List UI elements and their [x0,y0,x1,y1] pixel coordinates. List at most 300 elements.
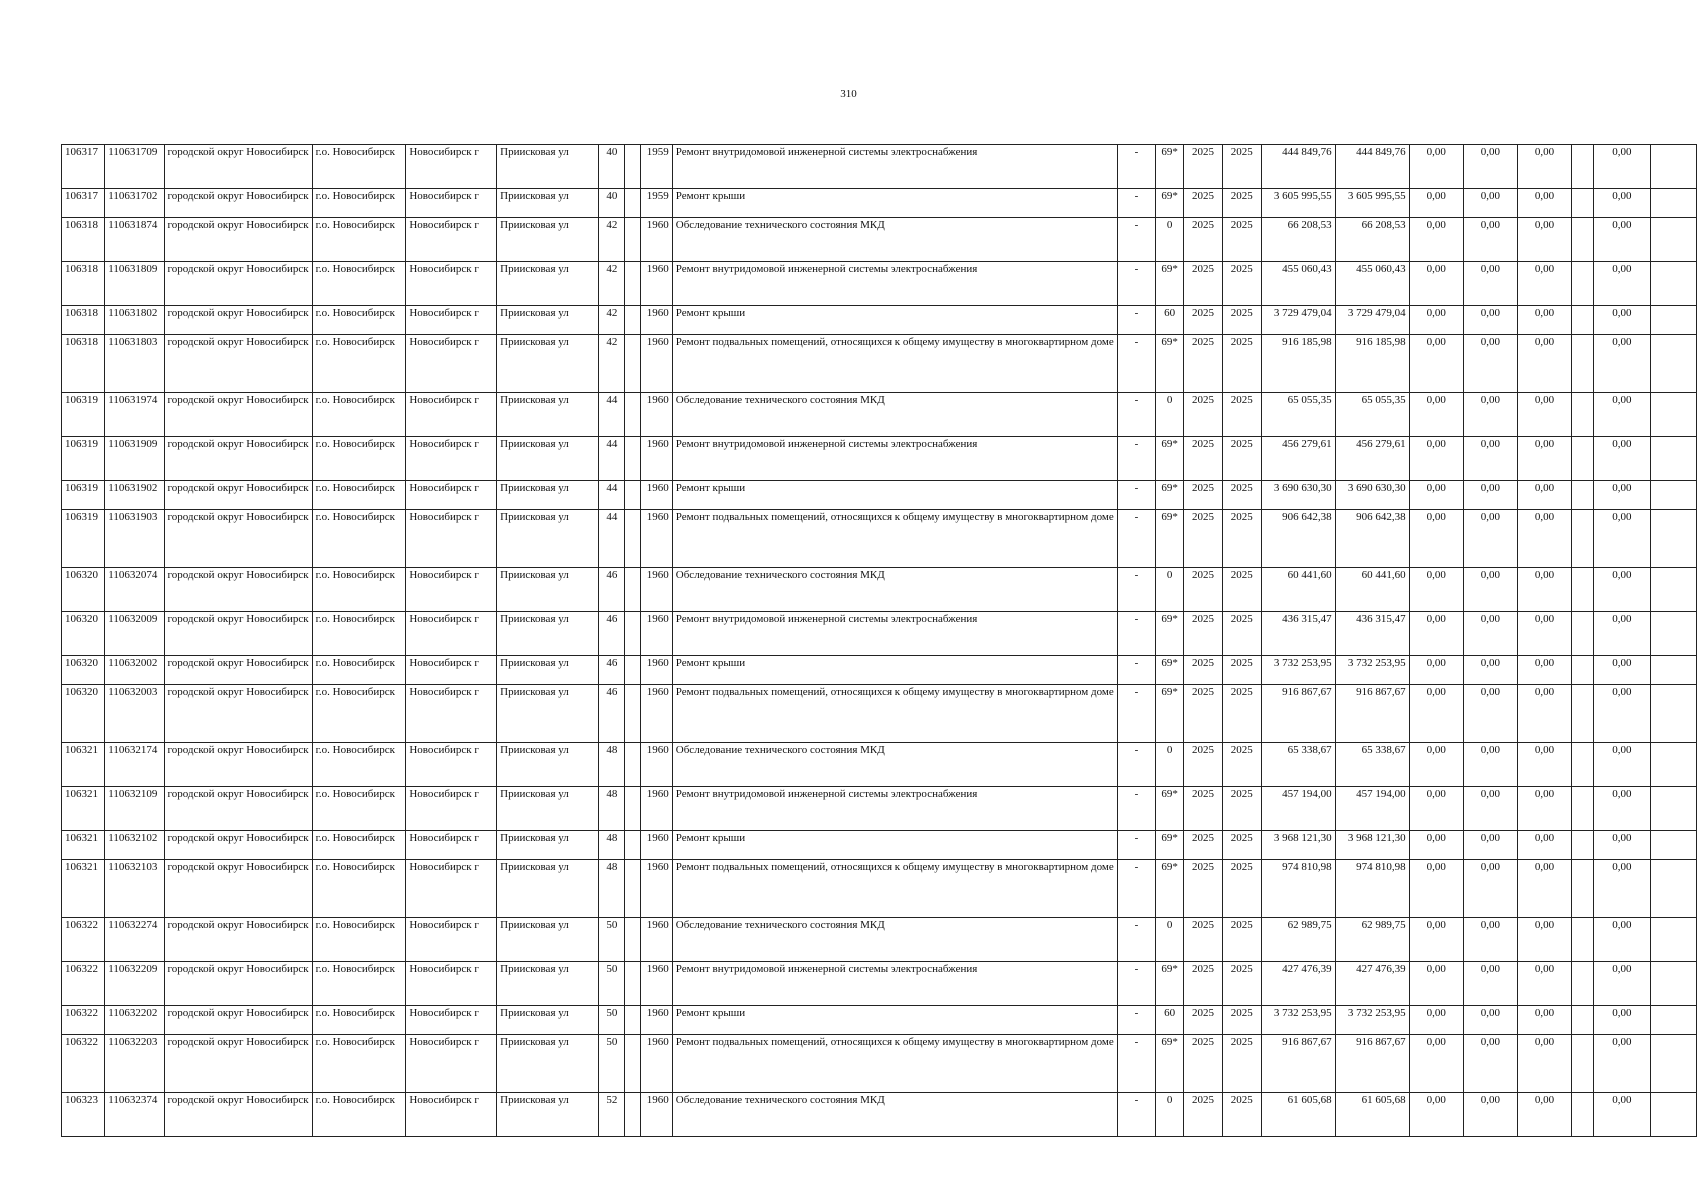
cell-plan-year-start: 2025 [1184,685,1223,743]
cell-fund-cost: 916 185,98 [1335,335,1409,393]
cell-budget-federal: 0,00 [1409,393,1463,437]
cell-plan-year-start: 2025 [1184,831,1223,860]
cell-work-type: Ремонт внутридомовой инженерной системы электроснабжения [672,145,1117,189]
cell-extra-column [1572,787,1594,831]
cell-wear-percent: 69* [1156,656,1184,685]
cell-attribute-dash: - [1117,306,1155,335]
cell-attribute-dash: - [1117,568,1155,612]
cell-house-number: 44 [599,393,625,437]
cell-owners-funds: 0,00 [1593,189,1650,218]
cell-district: г.о. Новосибирск [312,437,406,481]
table-row [62,568,1697,612]
cell-owners-funds: 0,00 [1593,393,1650,437]
cell-plan-year-start: 2025 [1184,1035,1223,1093]
cell-plan-year-start: 2025 [1184,568,1223,612]
cell-work-type: Ремонт подвальных помещений, относящихся к общему имуществу в многоквартирном доме [672,1035,1117,1093]
cell-item-code: 110631709 [105,145,164,189]
cell-construction-year: 1960 [641,918,673,962]
cell-attribute-dash: - [1117,918,1155,962]
cell-item-code: 110631909 [105,437,164,481]
cell-building-letter [625,1035,641,1093]
cell-construction-year: 1960 [641,262,673,306]
cell-wear-percent: 0 [1156,743,1184,787]
cell-note [1651,685,1697,743]
cell-street: Приисковая ул [497,306,599,335]
cell-attribute-dash: - [1117,743,1155,787]
cell-note [1651,481,1697,510]
cell-wear-percent: 69* [1156,510,1184,568]
table-row [62,918,1697,962]
cell-note [1651,831,1697,860]
cell-district: г.о. Новосибирск [312,685,406,743]
cell-plan-year-start: 2025 [1184,393,1223,437]
cell-plan-year-start: 2025 [1184,437,1223,481]
cell-construction-year: 1960 [641,481,673,510]
cell-total-cost: 65 338,67 [1261,743,1335,787]
cell-owners-funds: 0,00 [1593,918,1650,962]
cell-plan-year-end: 2025 [1222,510,1261,568]
cell-plan-year-start: 2025 [1184,189,1223,218]
cell-street: Приисковая ул [497,335,599,393]
cell-budget-local: 0,00 [1517,335,1571,393]
cell-extra-column [1572,437,1594,481]
cell-record-id: 106321 [62,860,105,918]
table-row [62,831,1697,860]
cell-wear-percent: 60 [1156,1006,1184,1035]
cell-work-type: Ремонт крыши [672,1006,1117,1035]
cell-budget-regional: 0,00 [1463,335,1517,393]
cell-district: г.о. Новосибирск [312,189,406,218]
cell-house-number: 48 [599,787,625,831]
cell-municipality: городской округ Новосибирск [164,568,312,612]
cell-item-code: 110631803 [105,335,164,393]
cell-budget-federal: 0,00 [1409,860,1463,918]
cell-locality: Новосибирск г [406,1035,497,1093]
cell-budget-federal: 0,00 [1409,1035,1463,1093]
table-row [62,145,1697,189]
cell-district: г.о. Новосибирск [312,1006,406,1035]
cell-plan-year-start: 2025 [1184,612,1223,656]
cell-extra-column [1572,860,1594,918]
cell-locality: Новосибирск г [406,612,497,656]
cell-work-type: Ремонт крыши [672,831,1117,860]
cell-wear-percent: 69* [1156,685,1184,743]
cell-total-cost: 3 605 995,55 [1261,189,1335,218]
cell-budget-federal: 0,00 [1409,145,1463,189]
cell-street: Приисковая ул [497,218,599,262]
cell-fund-cost: 3 729 479,04 [1335,306,1409,335]
cell-extra-column [1572,1006,1594,1035]
cell-record-id: 106319 [62,510,105,568]
cell-fund-cost: 456 279,61 [1335,437,1409,481]
table-row [62,860,1697,918]
cell-note [1651,145,1697,189]
cell-street: Приисковая ул [497,743,599,787]
cell-district: г.о. Новосибирск [312,743,406,787]
table-row [62,1006,1697,1035]
cell-locality: Новосибирск г [406,189,497,218]
cell-budget-federal: 0,00 [1409,189,1463,218]
cell-extra-column [1572,568,1594,612]
cell-item-code: 110632003 [105,685,164,743]
cell-extra-column [1572,831,1594,860]
cell-building-letter [625,1093,641,1137]
cell-construction-year: 1960 [641,787,673,831]
cell-house-number: 44 [599,481,625,510]
cell-work-type: Ремонт крыши [672,656,1117,685]
cell-total-cost: 3 968 121,30 [1261,831,1335,860]
cell-item-code: 110631802 [105,306,164,335]
cell-fund-cost: 60 441,60 [1335,568,1409,612]
cell-municipality: городской округ Новосибирск [164,189,312,218]
cell-work-type: Ремонт крыши [672,306,1117,335]
cell-note [1651,962,1697,1006]
cell-street: Приисковая ул [497,918,599,962]
cell-record-id: 106317 [62,145,105,189]
cell-locality: Новосибирск г [406,306,497,335]
cell-work-type: Обследование технического состояния МКД [672,218,1117,262]
cell-locality: Новосибирск г [406,481,497,510]
cell-house-number: 46 [599,656,625,685]
cell-district: г.о. Новосибирск [312,787,406,831]
cell-budget-federal: 0,00 [1409,568,1463,612]
cell-district: г.о. Новосибирск [312,510,406,568]
cell-locality: Новосибирск г [406,743,497,787]
cell-plan-year-start: 2025 [1184,918,1223,962]
cell-owners-funds: 0,00 [1593,787,1650,831]
cell-municipality: городской округ Новосибирск [164,787,312,831]
cell-construction-year: 1960 [641,1093,673,1137]
cell-total-cost: 65 055,35 [1261,393,1335,437]
cell-record-id: 106320 [62,568,105,612]
cell-budget-local: 0,00 [1517,437,1571,481]
cell-plan-year-end: 2025 [1222,831,1261,860]
cell-fund-cost: 3 732 253,95 [1335,656,1409,685]
cell-record-id: 106318 [62,262,105,306]
cell-owners-funds: 0,00 [1593,1093,1650,1137]
cell-note [1651,437,1697,481]
cell-plan-year-end: 2025 [1222,481,1261,510]
cell-house-number: 48 [599,831,625,860]
cell-building-letter [625,860,641,918]
cell-district: г.о. Новосибирск [312,860,406,918]
cell-building-letter [625,1006,641,1035]
cell-item-code: 110631974 [105,393,164,437]
cell-item-code: 110632102 [105,831,164,860]
cell-note [1651,510,1697,568]
cell-construction-year: 1960 [641,743,673,787]
cell-district: г.о. Новосибирск [312,393,406,437]
cell-municipality: городской округ Новосибирск [164,481,312,510]
cell-budget-local: 0,00 [1517,145,1571,189]
cell-building-letter [625,306,641,335]
cell-attribute-dash: - [1117,437,1155,481]
cell-budget-regional: 0,00 [1463,1035,1517,1093]
cell-budget-local: 0,00 [1517,860,1571,918]
cell-district: г.о. Новосибирск [312,918,406,962]
cell-total-cost: 3 732 253,95 [1261,1006,1335,1035]
cell-municipality: городской округ Новосибирск [164,918,312,962]
cell-record-id: 106322 [62,1035,105,1093]
cell-street: Приисковая ул [497,685,599,743]
cell-house-number: 46 [599,568,625,612]
cell-note [1651,1093,1697,1137]
cell-note [1651,743,1697,787]
cell-fund-cost: 65 055,35 [1335,393,1409,437]
cell-owners-funds: 0,00 [1593,656,1650,685]
cell-building-letter [625,262,641,306]
cell-fund-cost: 427 476,39 [1335,962,1409,1006]
cell-budget-local: 0,00 [1517,612,1571,656]
cell-total-cost: 66 208,53 [1261,218,1335,262]
cell-note [1651,218,1697,262]
cell-construction-year: 1960 [641,612,673,656]
cell-plan-year-start: 2025 [1184,962,1223,1006]
cell-owners-funds: 0,00 [1593,860,1650,918]
cell-budget-local: 0,00 [1517,656,1571,685]
cell-extra-column [1572,743,1594,787]
cell-total-cost: 916 867,67 [1261,685,1335,743]
cell-plan-year-end: 2025 [1222,145,1261,189]
cell-budget-local: 0,00 [1517,685,1571,743]
cell-work-type: Ремонт внутридомовой инженерной системы электроснабжения [672,437,1117,481]
cell-plan-year-start: 2025 [1184,1006,1223,1035]
register-table [61,144,1697,1137]
cell-budget-federal: 0,00 [1409,510,1463,568]
cell-street: Приисковая ул [497,510,599,568]
cell-plan-year-end: 2025 [1222,218,1261,262]
cell-record-id: 106318 [62,306,105,335]
table-row [62,510,1697,568]
cell-owners-funds: 0,00 [1593,568,1650,612]
cell-budget-regional: 0,00 [1463,860,1517,918]
cell-district: г.о. Новосибирск [312,306,406,335]
cell-record-id: 106320 [62,612,105,656]
cell-extra-column [1572,1093,1594,1137]
cell-house-number: 42 [599,218,625,262]
table-body [62,145,1697,1137]
cell-building-letter [625,787,641,831]
cell-building-letter [625,656,641,685]
cell-plan-year-end: 2025 [1222,1006,1261,1035]
cell-plan-year-end: 2025 [1222,612,1261,656]
cell-building-letter [625,393,641,437]
cell-work-type: Ремонт внутридомовой инженерной системы электроснабжения [672,962,1117,1006]
cell-locality: Новосибирск г [406,510,497,568]
cell-district: г.о. Новосибирск [312,612,406,656]
cell-work-type: Ремонт внутридомовой инженерной системы электроснабжения [672,262,1117,306]
cell-municipality: городской округ Новосибирск [164,831,312,860]
cell-owners-funds: 0,00 [1593,1035,1650,1093]
cell-construction-year: 1960 [641,218,673,262]
cell-extra-column [1572,1035,1594,1093]
cell-item-code: 110631903 [105,510,164,568]
cell-total-cost: 60 441,60 [1261,568,1335,612]
cell-fund-cost: 457 194,00 [1335,787,1409,831]
table-row [62,437,1697,481]
cell-district: г.о. Новосибирск [312,145,406,189]
cell-municipality: городской округ Новосибирск [164,218,312,262]
cell-municipality: городской округ Новосибирск [164,860,312,918]
cell-total-cost: 3 690 630,30 [1261,481,1335,510]
cell-note [1651,612,1697,656]
cell-locality: Новосибирск г [406,860,497,918]
cell-locality: Новосибирск г [406,962,497,1006]
cell-budget-regional: 0,00 [1463,218,1517,262]
cell-building-letter [625,335,641,393]
cell-plan-year-start: 2025 [1184,145,1223,189]
cell-wear-percent: 0 [1156,393,1184,437]
cell-budget-regional: 0,00 [1463,481,1517,510]
cell-extra-column [1572,962,1594,1006]
cell-construction-year: 1960 [641,860,673,918]
cell-fund-cost: 65 338,67 [1335,743,1409,787]
cell-plan-year-end: 2025 [1222,962,1261,1006]
cell-fund-cost: 3 605 995,55 [1335,189,1409,218]
cell-house-number: 40 [599,189,625,218]
cell-plan-year-start: 2025 [1184,1093,1223,1137]
cell-extra-column [1572,335,1594,393]
cell-municipality: городской округ Новосибирск [164,510,312,568]
cell-extra-column [1572,918,1594,962]
cell-district: г.о. Новосибирск [312,262,406,306]
cell-construction-year: 1960 [641,1006,673,1035]
cell-note [1651,262,1697,306]
cell-attribute-dash: - [1117,1093,1155,1137]
cell-plan-year-start: 2025 [1184,306,1223,335]
cell-street: Приисковая ул [497,437,599,481]
cell-house-number: 48 [599,860,625,918]
cell-budget-regional: 0,00 [1463,743,1517,787]
cell-budget-regional: 0,00 [1463,262,1517,306]
cell-building-letter [625,189,641,218]
cell-budget-local: 0,00 [1517,262,1571,306]
cell-district: г.о. Новосибирск [312,218,406,262]
cell-wear-percent: 69* [1156,481,1184,510]
cell-owners-funds: 0,00 [1593,510,1650,568]
cell-budget-federal: 0,00 [1409,1006,1463,1035]
cell-budget-federal: 0,00 [1409,612,1463,656]
cell-work-type: Ремонт внутридомовой инженерной системы электроснабжения [672,787,1117,831]
cell-budget-regional: 0,00 [1463,568,1517,612]
cell-budget-regional: 0,00 [1463,831,1517,860]
cell-budget-federal: 0,00 [1409,335,1463,393]
cell-plan-year-end: 2025 [1222,306,1261,335]
cell-fund-cost: 455 060,43 [1335,262,1409,306]
cell-total-cost: 61 605,68 [1261,1093,1335,1137]
cell-note [1651,1006,1697,1035]
cell-total-cost: 427 476,39 [1261,962,1335,1006]
cell-budget-federal: 0,00 [1409,918,1463,962]
cell-plan-year-end: 2025 [1222,568,1261,612]
cell-fund-cost: 3 968 121,30 [1335,831,1409,860]
cell-plan-year-start: 2025 [1184,656,1223,685]
cell-work-type: Ремонт подвальных помещений, относящихся к общему имуществу в многоквартирном доме [672,685,1117,743]
table-row [62,612,1697,656]
cell-house-number: 50 [599,918,625,962]
cell-house-number: 46 [599,685,625,743]
cell-building-letter [625,831,641,860]
cell-street: Приисковая ул [497,481,599,510]
cell-locality: Новосибирск г [406,787,497,831]
cell-street: Приисковая ул [497,393,599,437]
cell-extra-column [1572,306,1594,335]
cell-work-type: Ремонт подвальных помещений, относящихся к общему имуществу в многоквартирном доме [672,860,1117,918]
cell-municipality: городской округ Новосибирск [164,437,312,481]
cell-budget-federal: 0,00 [1409,306,1463,335]
table-row [62,685,1697,743]
cell-budget-local: 0,00 [1517,510,1571,568]
cell-attribute-dash: - [1117,1035,1155,1093]
table-row [62,306,1697,335]
cell-construction-year: 1960 [641,1035,673,1093]
cell-street: Приисковая ул [497,262,599,306]
cell-budget-regional: 0,00 [1463,306,1517,335]
cell-house-number: 40 [599,145,625,189]
cell-wear-percent: 60 [1156,306,1184,335]
cell-municipality: городской округ Новосибирск [164,335,312,393]
cell-owners-funds: 0,00 [1593,743,1650,787]
cell-building-letter [625,962,641,1006]
cell-attribute-dash: - [1117,218,1155,262]
cell-owners-funds: 0,00 [1593,685,1650,743]
cell-wear-percent: 0 [1156,218,1184,262]
cell-total-cost: 906 642,38 [1261,510,1335,568]
cell-budget-local: 0,00 [1517,189,1571,218]
cell-street: Приисковая ул [497,1006,599,1035]
cell-building-letter [625,918,641,962]
cell-locality: Новосибирск г [406,437,497,481]
cell-municipality: городской округ Новосибирск [164,306,312,335]
cell-fund-cost: 62 989,75 [1335,918,1409,962]
cell-construction-year: 1960 [641,962,673,1006]
cell-total-cost: 436 315,47 [1261,612,1335,656]
cell-item-code: 110632174 [105,743,164,787]
cell-budget-local: 0,00 [1517,306,1571,335]
cell-budget-local: 0,00 [1517,1006,1571,1035]
cell-locality: Новосибирск г [406,335,497,393]
cell-locality: Новосибирск г [406,262,497,306]
cell-budget-local: 0,00 [1517,393,1571,437]
cell-house-number: 42 [599,335,625,393]
cell-house-number: 50 [599,1006,625,1035]
cell-total-cost: 457 194,00 [1261,787,1335,831]
cell-fund-cost: 3 690 630,30 [1335,481,1409,510]
cell-record-id: 106321 [62,743,105,787]
cell-record-id: 106322 [62,918,105,962]
cell-extra-column [1572,393,1594,437]
cell-record-id: 106319 [62,481,105,510]
cell-district: г.о. Новосибирск [312,1035,406,1093]
cell-budget-regional: 0,00 [1463,918,1517,962]
cell-extra-column [1572,218,1594,262]
cell-work-type: Ремонт крыши [672,189,1117,218]
cell-construction-year: 1960 [641,437,673,481]
cell-locality: Новосибирск г [406,145,497,189]
cell-house-number: 46 [599,612,625,656]
cell-budget-regional: 0,00 [1463,962,1517,1006]
cell-plan-year-start: 2025 [1184,481,1223,510]
cell-note [1651,335,1697,393]
cell-owners-funds: 0,00 [1593,335,1650,393]
cell-street: Приисковая ул [497,787,599,831]
cell-budget-federal: 0,00 [1409,262,1463,306]
cell-street: Приисковая ул [497,189,599,218]
cell-item-code: 110632103 [105,860,164,918]
cell-street: Приисковая ул [497,656,599,685]
cell-wear-percent: 69* [1156,189,1184,218]
cell-item-code: 110632109 [105,787,164,831]
